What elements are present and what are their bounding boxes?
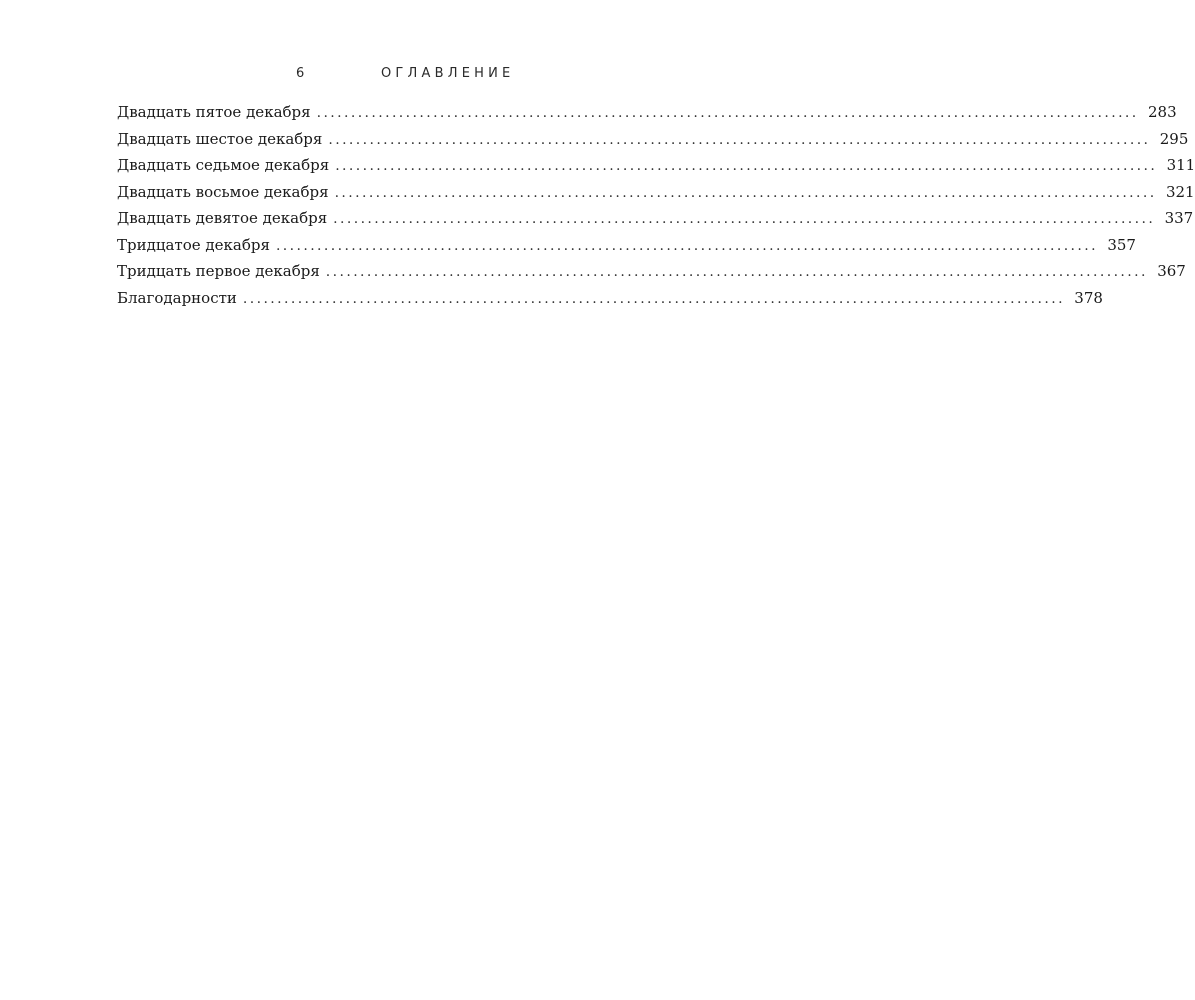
toc-entry-page: 367 [1157, 262, 1186, 280]
toc-entry-title: Двадцать седьмое декабря [117, 156, 330, 174]
page-number: 6 [296, 66, 305, 81]
toc-entry [117, 129, 1189, 157]
toc-entry-title: Двадцать пятое декабря [117, 103, 311, 121]
section-title: ОГЛАВЛЕНИЕ [381, 66, 515, 81]
toc-entry-title: Двадцать шестое декабря [117, 129, 323, 148]
toc-dot-leader: ........................................................................................................................ [325, 264, 1148, 280]
toc-entry-page: 357 [1107, 235, 1136, 254]
toc-entry [117, 182, 1195, 210]
running-head [0, 66, 800, 86]
toc-entry [117, 103, 1177, 130]
toc-entry-page: 378 [1074, 288, 1103, 307]
toc-entry-page: 295 [1159, 129, 1189, 148]
toc-entry-title: Двадцать девятое декабря [117, 209, 328, 227]
toc-entry-page: 337 [1164, 209, 1194, 227]
toc-dot-leader: ........................................................................................................................ [328, 131, 1151, 148]
toc-entry-page: 311 [1166, 156, 1195, 174]
toc-entry-page: 283 [1148, 103, 1177, 121]
toc-entry [117, 288, 1103, 316]
toc-entry [117, 262, 1186, 289]
toc-dot-leader: ........................................................................................................................ [242, 290, 1065, 307]
toc-entry-title: Благодарности [117, 288, 237, 307]
toc-entry-page: 321 [1165, 182, 1195, 201]
toc-dot-leader: ........................................................................................................................ [316, 105, 1139, 121]
toc-dot-leader: ........................................................................................................................ [333, 211, 1156, 227]
toc-entry [117, 156, 1195, 183]
toc-dot-leader: ........................................................................................................................ [334, 184, 1157, 201]
toc-entry [117, 235, 1136, 263]
toc-dot-leader: ........................................................................................................................ [335, 158, 1158, 174]
table-of-contents [117, 103, 1195, 315]
toc-entry [117, 209, 1194, 236]
toc-entry-title: Двадцать восьмое декабря [117, 182, 329, 201]
toc-entry-title: Тридцать первое декабря [117, 262, 320, 280]
toc-entry-title: Тридцатое декабря [117, 235, 270, 254]
toc-dot-leader: ........................................................................................................................ [275, 237, 1098, 254]
